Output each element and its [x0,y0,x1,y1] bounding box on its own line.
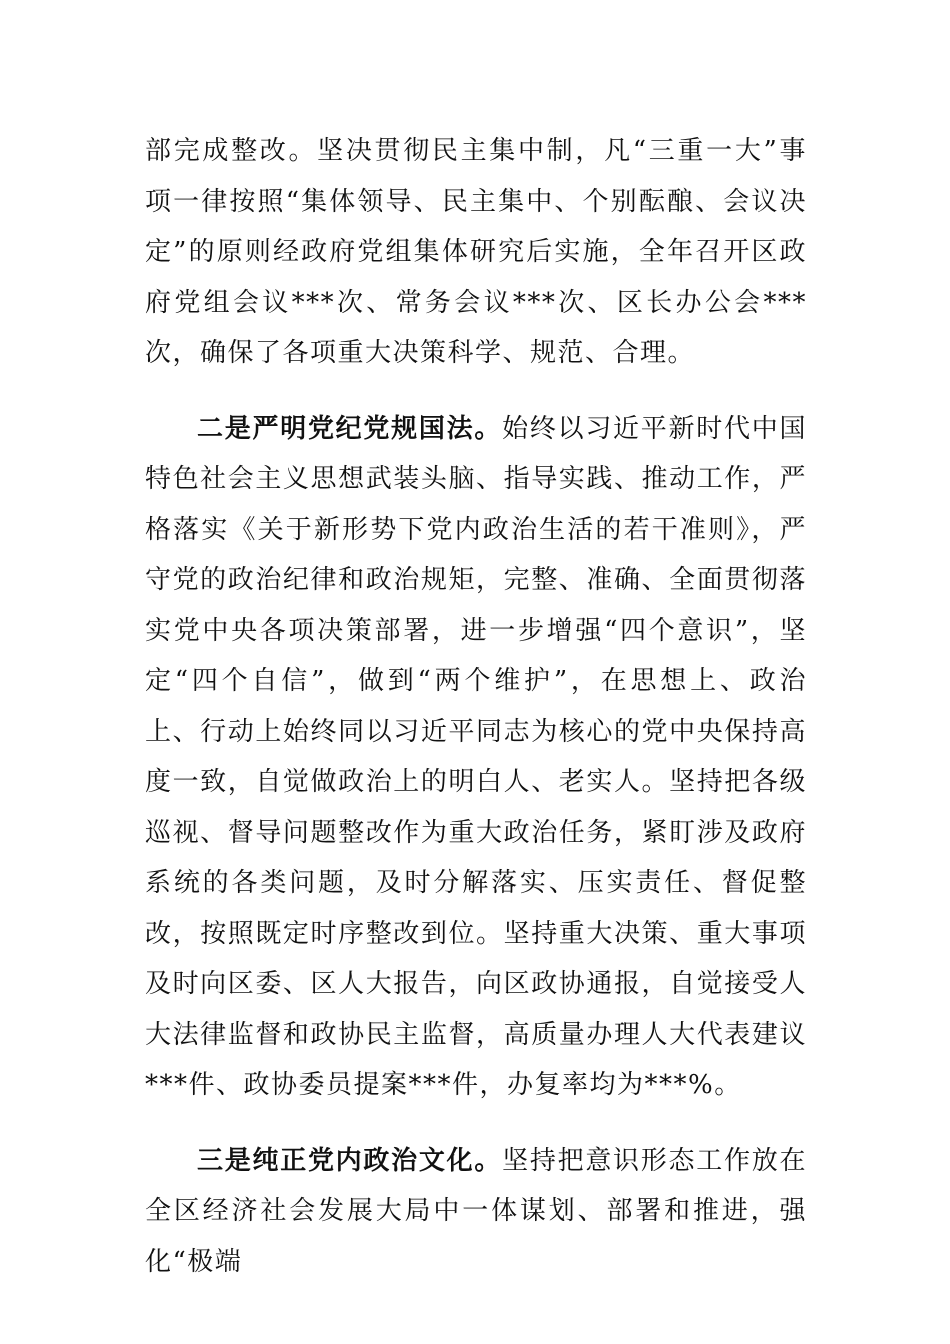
paragraph-2-text: 始终以习近平新时代中国特色社会主义思想武装头脑、指导实践、推动工作，严格落实《关于新形势下党内政治生活的若干准则》，严守党的政治纪律和政治规矩，完整、准确、全面贯彻落实党中央各项决策部署，进一步增强“四个意识”，坚定“四个自信”，做到“两个维护”，在思想上、政治上、行动上始终同以习近平同志为核心的党中央保持高度一致，自觉做政治上的明白人、老实人。坚持把各级巡视、督导问题整改作为重大政治任务，紧盯涉及政府系统的各类问题，及时分解落实、压实责任、督促整改，按照既定时序整改到位。坚持重大决策、重大事项及时向区委、区人大报告，向区政协通报，自觉接受人大法律监督和政协民主监督，高质量办理人大代表建议***件、政协委员提案***件，办复率均为***%。 [145,413,807,1100]
paragraph-2-heading: 二是严明党纪党规国法。 [197,413,503,444]
paragraph-3 [145,1136,807,1288]
paragraph-1-text: 部完成整改。坚决贯彻民主集中制，凡“三重一大”事项一律按照“集体领导、民主集中、个别酝酿、会议决定”的原则经政府党组集体研究后实施，全年召开区政府党组会议***次、常务会议***次、区长办公会***次，确保了各项重大决策科学、规范、合理。 [145,136,807,368]
paragraph-3-text: 坚持把意识形态工作放在全区经济社会发展大局中一体谋划、部署和推进，强化“极端 [145,1145,807,1277]
paragraph-2 [145,404,807,1111]
document-body [145,126,807,1287]
paragraph-3-heading: 三是纯正党内政治文化。 [197,1145,503,1176]
paragraph-1 [145,126,807,379]
